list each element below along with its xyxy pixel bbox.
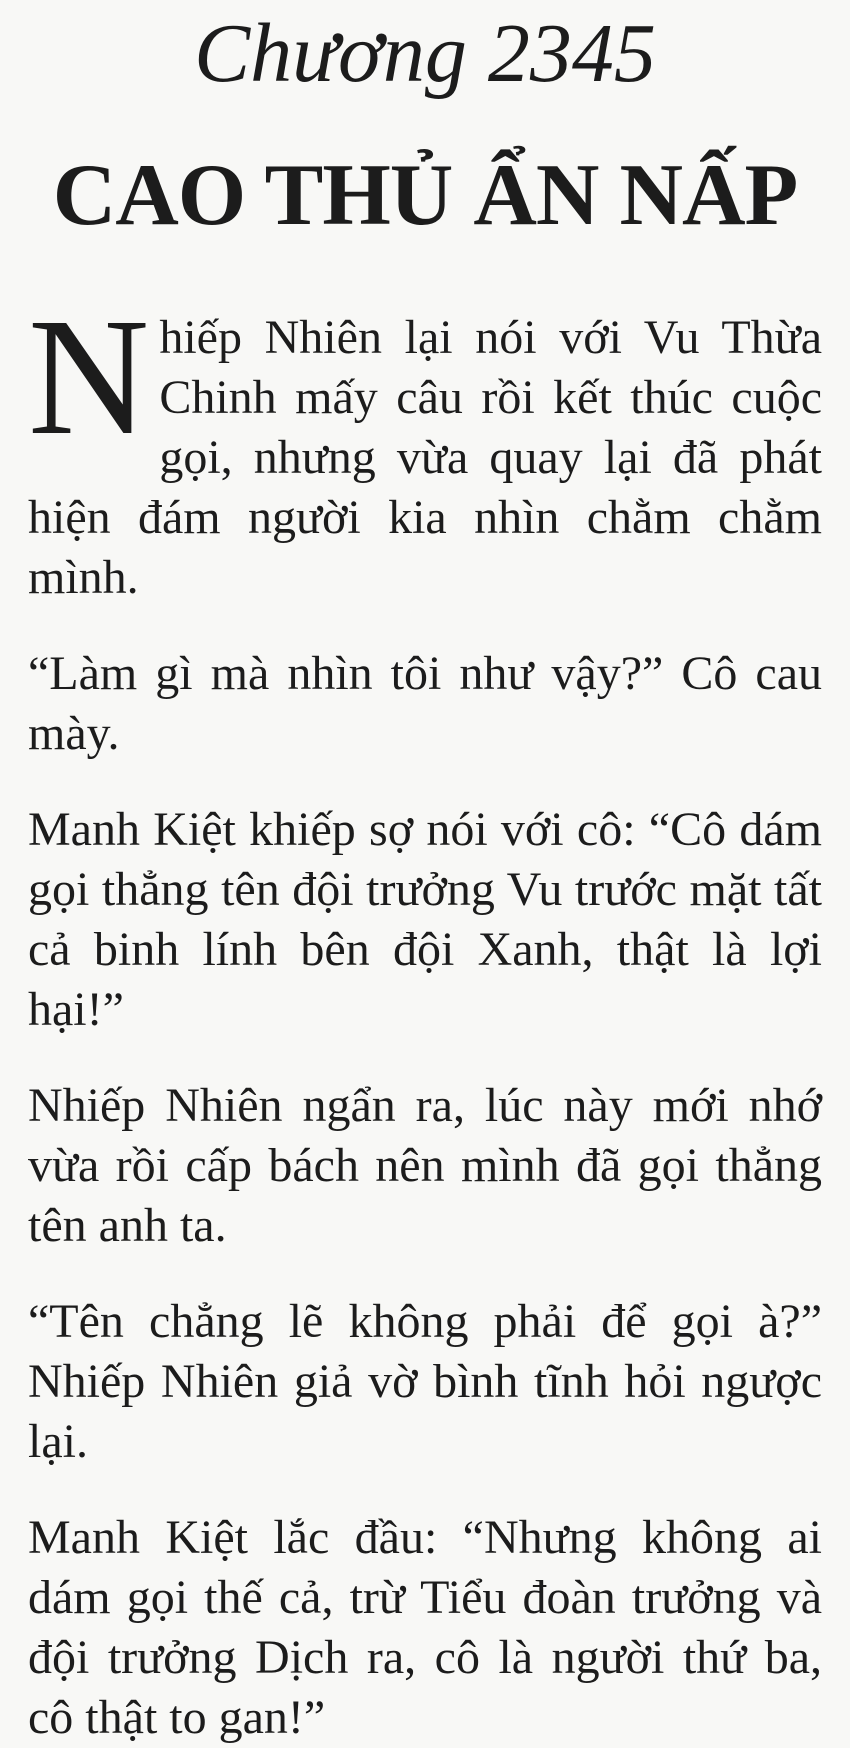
paragraph-5: “Tên chẳng lẽ không phải để gọi à?” Nhiếp Nhiên giả vờ bình tĩnh hỏi ngược lại. — [28, 1294, 822, 1468]
paragraph-6: Manh Kiệt lắc đầu: “Nhưng không ai dám gọi thế cả, trừ Tiểu đoàn trưởng và đội trưởng Dịch ra, cô là người thứ ba, cô thật to gan!” — [28, 1510, 822, 1744]
paragraph-2: “Làm gì mà nhìn tôi như vậy?” Cô cau mày. — [28, 646, 822, 760]
chapter-title-heading: CAO THỦ ẨN NẤP — [52, 146, 798, 244]
drop-cap: N — [28, 283, 150, 470]
paragraph-3: Manh Kiệt khiếp sợ nói với cô: “Cô dám gọi thẳng tên đội trưởng Vu trước mặt tất cả binh lính bên đội Xanh, thật là lợi hại!” — [28, 802, 822, 1036]
chapter-number-heading: Chương 2345 — [194, 7, 656, 100]
paragraph-1 — [28, 283, 822, 608]
paragraph-1-text: hiếp Nhiên lại nói với Vu Thừa Chinh mấy câu rồi kết thúc cuộc gọi, nhưng vừa quay lại đã phát hiện đám người kia nhìn chằm chằm mình. — [28, 310, 822, 604]
paragraph-4: Nhiếp Nhiên ngẩn ra, lúc này mới nhớ vừa rồi cấp bách nên mình đã gọi thẳng tên anh ta. — [28, 1078, 822, 1252]
